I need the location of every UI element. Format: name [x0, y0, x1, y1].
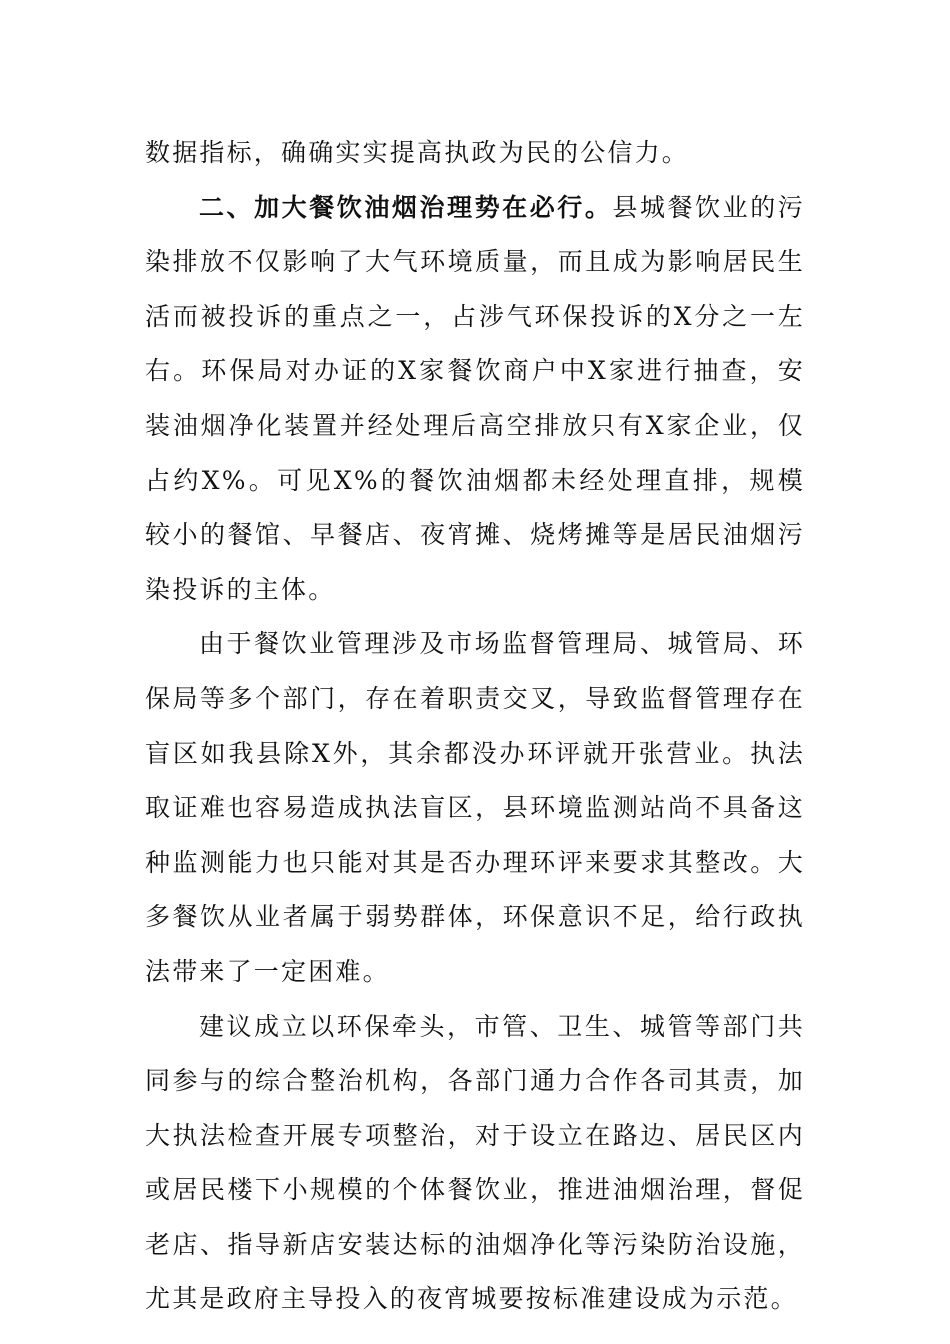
paragraph-text: 县城餐饮业的污染排放不仅影响了大气环境质量，而且成为影响居民生活而被投诉的重点之一，占涉气环保投诉的X分之一左右。环保局对办证的X家餐饮商户中X家进行抽查，安装油烟净化装置并经处理后高空排放只有X家企业，仅占约X%。可见X%的餐饮油烟都未经处理直排，规模较小的餐馆、早餐店、夜宵摊、烧烤摊等是居民油烟污染投诉的主体。 [145, 192, 805, 604]
paragraph-2 [145, 617, 805, 999]
paragraph-3 [145, 1000, 805, 1328]
paragraph-text: 由于餐饮业管理涉及市场监督管理局、城管局、环保局等多个部门，存在着职责交叉，导致监督管理存在盲区如我县除X外，其余都没办环评就开张营业。执法取证难也容易造成执法盲区，县环境监测站尚不具备这种监测能力也只能对其是否办理环评来要求其整改。大多餐饮从业者属于弱势群体，环保意识不足，给行政执法带来了一定困难。 [145, 629, 805, 986]
paragraph-text: 数据指标，确确实实提高执政为民的公信力。 [145, 138, 690, 167]
paragraph-1 [145, 181, 805, 618]
body-text [145, 126, 805, 1327]
section-heading: 二、加大餐饮油烟治理势在必行。 [199, 192, 613, 222]
paragraph-text: 建议成立以环保牵头，市管、卫生、城管等部门共同参与的综合整治机构，各部门通力合作各司其责，加大执法检查开展专项整治，对于设立在路边、居民区内或居民楼下小规模的个体餐饮业，推进油烟治理，督促老店、指导新店安装达标的油烟净化等污染防治设施，尤其是政府主导投入的夜宵城要按标准建设成为示范。 [145, 1011, 805, 1314]
paragraph-0 [145, 126, 805, 181]
